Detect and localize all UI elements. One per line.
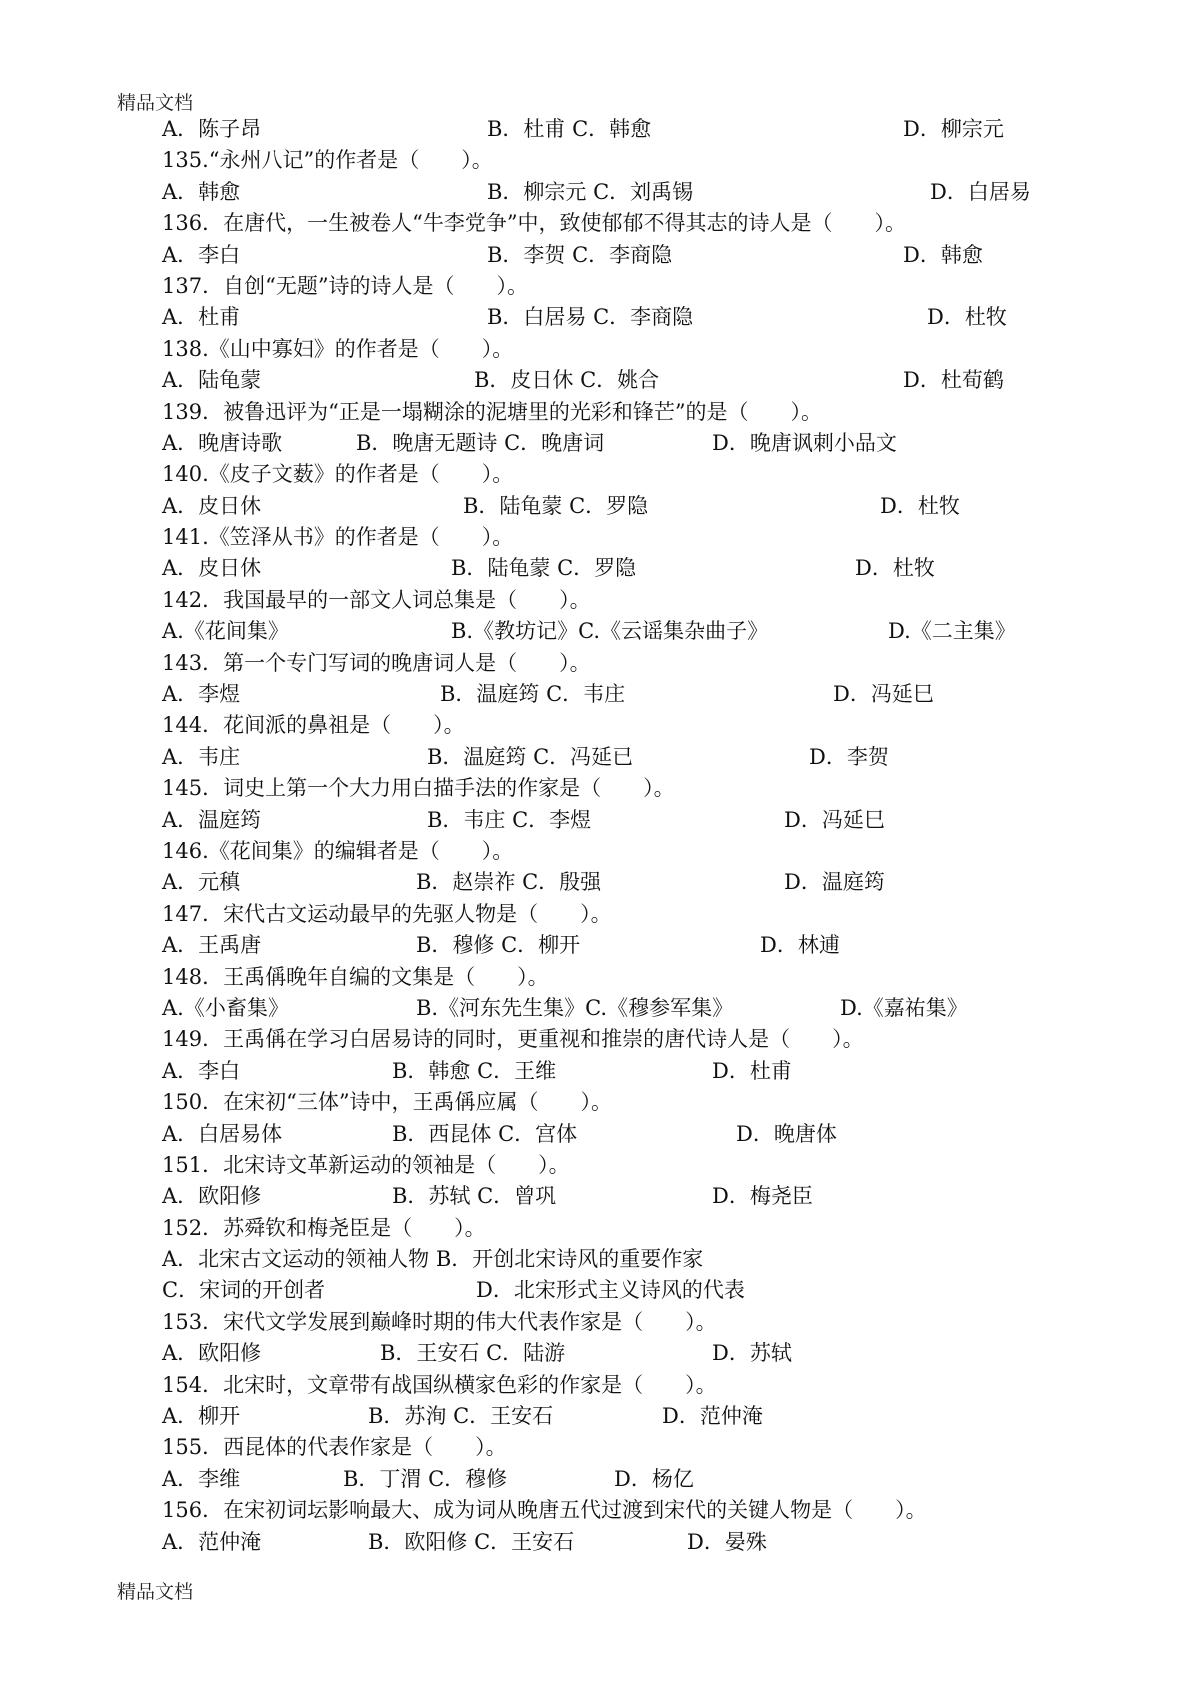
answer-option: A．李白	[162, 1058, 241, 1083]
answer-option: A．陆龟蒙	[162, 368, 262, 393]
question-text	[0, 773, 1191, 804]
answer-option: B．晚唐无题诗 C．晚唐词	[356, 430, 605, 455]
question-text	[0, 1370, 1191, 1401]
answer-option: D.《二主集》	[888, 619, 1016, 644]
answer-option: B．韩愈 C．王维	[392, 1058, 557, 1083]
answer-options	[0, 993, 1191, 1024]
question-stem: 142．我国最早的一部文人词总集是（ ）。	[162, 587, 591, 612]
answer-option: D．白居易	[930, 179, 1031, 204]
question-text	[0, 1213, 1191, 1244]
answer-option: B．西昆体 C．宫体	[392, 1121, 578, 1146]
page-header: 精品文档	[117, 92, 194, 114]
question-text	[0, 522, 1191, 553]
question-list	[0, 114, 1191, 1558]
answer-options	[0, 240, 1191, 271]
question-text	[0, 710, 1191, 741]
question-text	[0, 1024, 1191, 1055]
question-text	[0, 899, 1191, 930]
answer-option: B．欧阳修 C．王安石	[368, 1529, 575, 1554]
answer-option: B.《河东先生集》C.《穆参军集》	[416, 995, 734, 1020]
answer-option: B．皮日休 C．姚合	[474, 368, 660, 393]
answer-option: D．晚唐体	[736, 1121, 837, 1146]
answer-option: D．杜荀鹤	[903, 368, 1004, 393]
answer-option: A．范仲淹	[162, 1529, 262, 1554]
answer-options	[0, 553, 1191, 584]
answer-options	[0, 679, 1191, 710]
answer-option: D．柳宗元	[903, 117, 1004, 141]
question-stem: 140.《皮子文薮》的作者是（ ）。	[162, 462, 514, 487]
answer-option: B．白居易 C．李商隐	[487, 305, 694, 330]
answer-option: B．陆龟蒙 C．罗隐	[451, 556, 637, 581]
answer-option: D．韩愈	[903, 242, 983, 267]
answer-option: D．杜牧	[855, 556, 935, 581]
question-text	[0, 459, 1191, 490]
answer-option: D．林逋	[760, 933, 840, 958]
question-stem: 153．宋代文学发展到巅峰时期的伟大代表作家是（ ）。	[162, 1309, 717, 1334]
answer-option: D．晏殊	[687, 1529, 767, 1554]
question-stem: 135.“永州八记”的作者是（ ）。	[162, 148, 493, 173]
answer-option: B．韦庄 C．李煜	[427, 807, 592, 832]
question-text	[0, 962, 1191, 993]
answer-option: A．皮日休	[162, 493, 262, 518]
question-text	[0, 1432, 1191, 1463]
answer-options	[0, 616, 1191, 647]
question-text	[0, 397, 1191, 428]
answer-option: A．欧阳修	[162, 1341, 262, 1366]
question-text	[0, 1087, 1191, 1118]
answer-options	[0, 1181, 1191, 1212]
question-text	[0, 1307, 1191, 1338]
answer-option: B．王安石 C．陆游	[380, 1341, 566, 1366]
answer-option: B．温庭筠 C．冯延已	[427, 744, 634, 769]
answer-option: D．杜牧	[927, 305, 1007, 330]
answer-option: A．北宋古文运动的领袖人物 B．开创北宋诗风的重要作家	[162, 1247, 704, 1272]
question-text	[0, 1495, 1191, 1526]
answer-options	[0, 805, 1191, 836]
answer-option: B．杜甫 C．韩愈	[487, 117, 652, 141]
question-stem: 137．自创“无题”诗的诗人是（ ）。	[162, 273, 529, 298]
answer-option: D．杜甫	[712, 1058, 792, 1083]
answer-option: D．冯延巳	[833, 682, 934, 707]
question-text	[0, 648, 1191, 679]
answer-option: A．杜甫	[162, 305, 241, 330]
answer-option: A．欧阳修	[162, 1184, 262, 1209]
question-stem: 154．北宋时，文章带有战国纵横家色彩的作家是（ ）。	[162, 1372, 717, 1397]
answer-options	[0, 177, 1191, 208]
answer-option: A．温庭筠	[162, 807, 262, 832]
answer-options	[0, 1401, 1191, 1432]
answer-option: A．皮日休	[162, 556, 262, 581]
page-footer: 精品文档	[117, 1581, 194, 1603]
question-text	[0, 271, 1191, 302]
question-stem: 141.《笠泽从书》的作者是（ ）。	[162, 525, 514, 550]
answer-options	[0, 428, 1191, 459]
question-stem: 146.《花间集》的编辑者是（ ）。	[162, 838, 514, 863]
answer-option: A．韩愈	[162, 179, 241, 204]
question-text	[0, 836, 1191, 867]
question-text	[0, 334, 1191, 365]
answer-option: A．李白	[162, 242, 241, 267]
answer-options	[0, 1275, 1191, 1306]
question-stem: 147．宋代古文运动最早的先驱人物是（ ）。	[162, 901, 612, 926]
answer-option: A．柳开	[162, 1404, 241, 1429]
question-text	[0, 208, 1191, 239]
answer-option: B．赵崇祚 C．殷强	[416, 870, 602, 895]
question-stem: 149．王禹偁在学习白居易诗的同时，更重视和推崇的唐代诗人是（ ）。	[162, 1027, 864, 1052]
answer-option: A．韦庄	[162, 744, 241, 769]
answer-options	[0, 930, 1191, 961]
answer-option: A．李维	[162, 1466, 241, 1491]
answer-options	[0, 491, 1191, 522]
question-stem: 156．在宋初词坛影响最大、成为词从晚唐五代过渡到宋代的关键人物是（ ）。	[162, 1498, 927, 1523]
answer-option: B．苏洵 C．王安石	[368, 1404, 554, 1429]
answer-options	[0, 302, 1191, 333]
answer-options	[0, 867, 1191, 898]
answer-options	[0, 1244, 1191, 1275]
answer-option: A.《花间集》	[162, 619, 289, 644]
question-text	[0, 585, 1191, 616]
answer-option: B．温庭筠 C．韦庄	[440, 682, 626, 707]
answer-option: D．苏轼	[712, 1341, 792, 1366]
question-stem: 148．王禹偁晚年自编的文集是（ ）。	[162, 964, 549, 989]
answer-options	[0, 1464, 1191, 1495]
question-stem: 144．花间派的鼻祖是（ ）。	[162, 713, 465, 738]
answer-option: B．穆修 C．柳开	[416, 933, 581, 958]
answer-option: D．冯延巳	[784, 807, 885, 832]
answer-option: B．苏轼 C．曾巩	[392, 1184, 557, 1209]
answer-option: B．陆龟蒙 C．罗隐	[463, 493, 649, 518]
question-text	[0, 1150, 1191, 1181]
answer-option: A．白居易体	[162, 1121, 283, 1146]
answer-options	[0, 742, 1191, 773]
answer-option: B．柳宗元 C．刘禹锡	[487, 179, 694, 204]
question-stem: 151．北宋诗文革新运动的领袖是（ ）。	[162, 1152, 570, 1177]
answer-option: A．元稹	[162, 870, 241, 895]
answer-option: D．杨亿	[614, 1466, 694, 1491]
answer-option: D．温庭筠	[784, 870, 885, 895]
answer-options	[0, 1527, 1191, 1558]
answer-option: D．梅尧臣	[712, 1184, 813, 1209]
answer-options	[0, 1119, 1191, 1150]
question-stem: 150．在宋初“三体”诗中，王禹偁应属（ ）。	[162, 1090, 613, 1115]
question-stem: 138.《山中寡妇》的作者是（ ）。	[162, 336, 514, 361]
answer-option: D．李贺	[809, 744, 889, 769]
question-stem: 155．西昆体的代表作家是（ ）。	[162, 1435, 507, 1460]
answer-options	[0, 1338, 1191, 1369]
question-stem: 145．词史上第一个大力用白描手法的作家是（ ）。	[162, 776, 675, 801]
answer-option: D．杜牧	[880, 493, 960, 518]
answer-options	[0, 1056, 1191, 1087]
answer-option: B.《教坊记》C.《云谣集杂曲子》	[451, 619, 769, 644]
question-text	[0, 145, 1191, 176]
answer-option: B．丁渭 C．穆修	[343, 1466, 508, 1491]
answer-option: C．宋词的开创者	[162, 1278, 326, 1303]
question-stem: 143．第一个专门写词的晚唐词人是（ ）。	[162, 650, 591, 675]
question-stem: 136．在唐代，一生被卷人“牛李党争”中，致使郁郁不得其志的诗人是（ ）。	[162, 211, 907, 236]
answer-options	[0, 365, 1191, 396]
answer-option: A．王禹唐	[162, 933, 262, 958]
answer-option: A.《小畜集》	[162, 995, 289, 1020]
question-stem: 139．被鲁迅评为“正是一塌糊涂的泥塘里的光彩和锋芒”的是（ ）。	[162, 399, 823, 424]
answer-option: B．李贺 C．李商隐	[487, 242, 673, 267]
answer-option: D．晚唐讽刺小品文	[712, 430, 897, 455]
answer-options	[0, 114, 1191, 145]
answer-option: A．陈子昂	[162, 117, 262, 141]
answer-option: A．李煜	[162, 682, 241, 707]
answer-option: D．北宋形式主义诗风的代表	[476, 1278, 745, 1303]
answer-option: D．范仲淹	[662, 1404, 763, 1429]
answer-option: D.《嘉祐集》	[840, 995, 968, 1020]
answer-option: A．晚唐诗歌	[162, 430, 283, 455]
question-stem: 152．苏舜钦和梅尧臣是（ ）。	[162, 1215, 486, 1240]
